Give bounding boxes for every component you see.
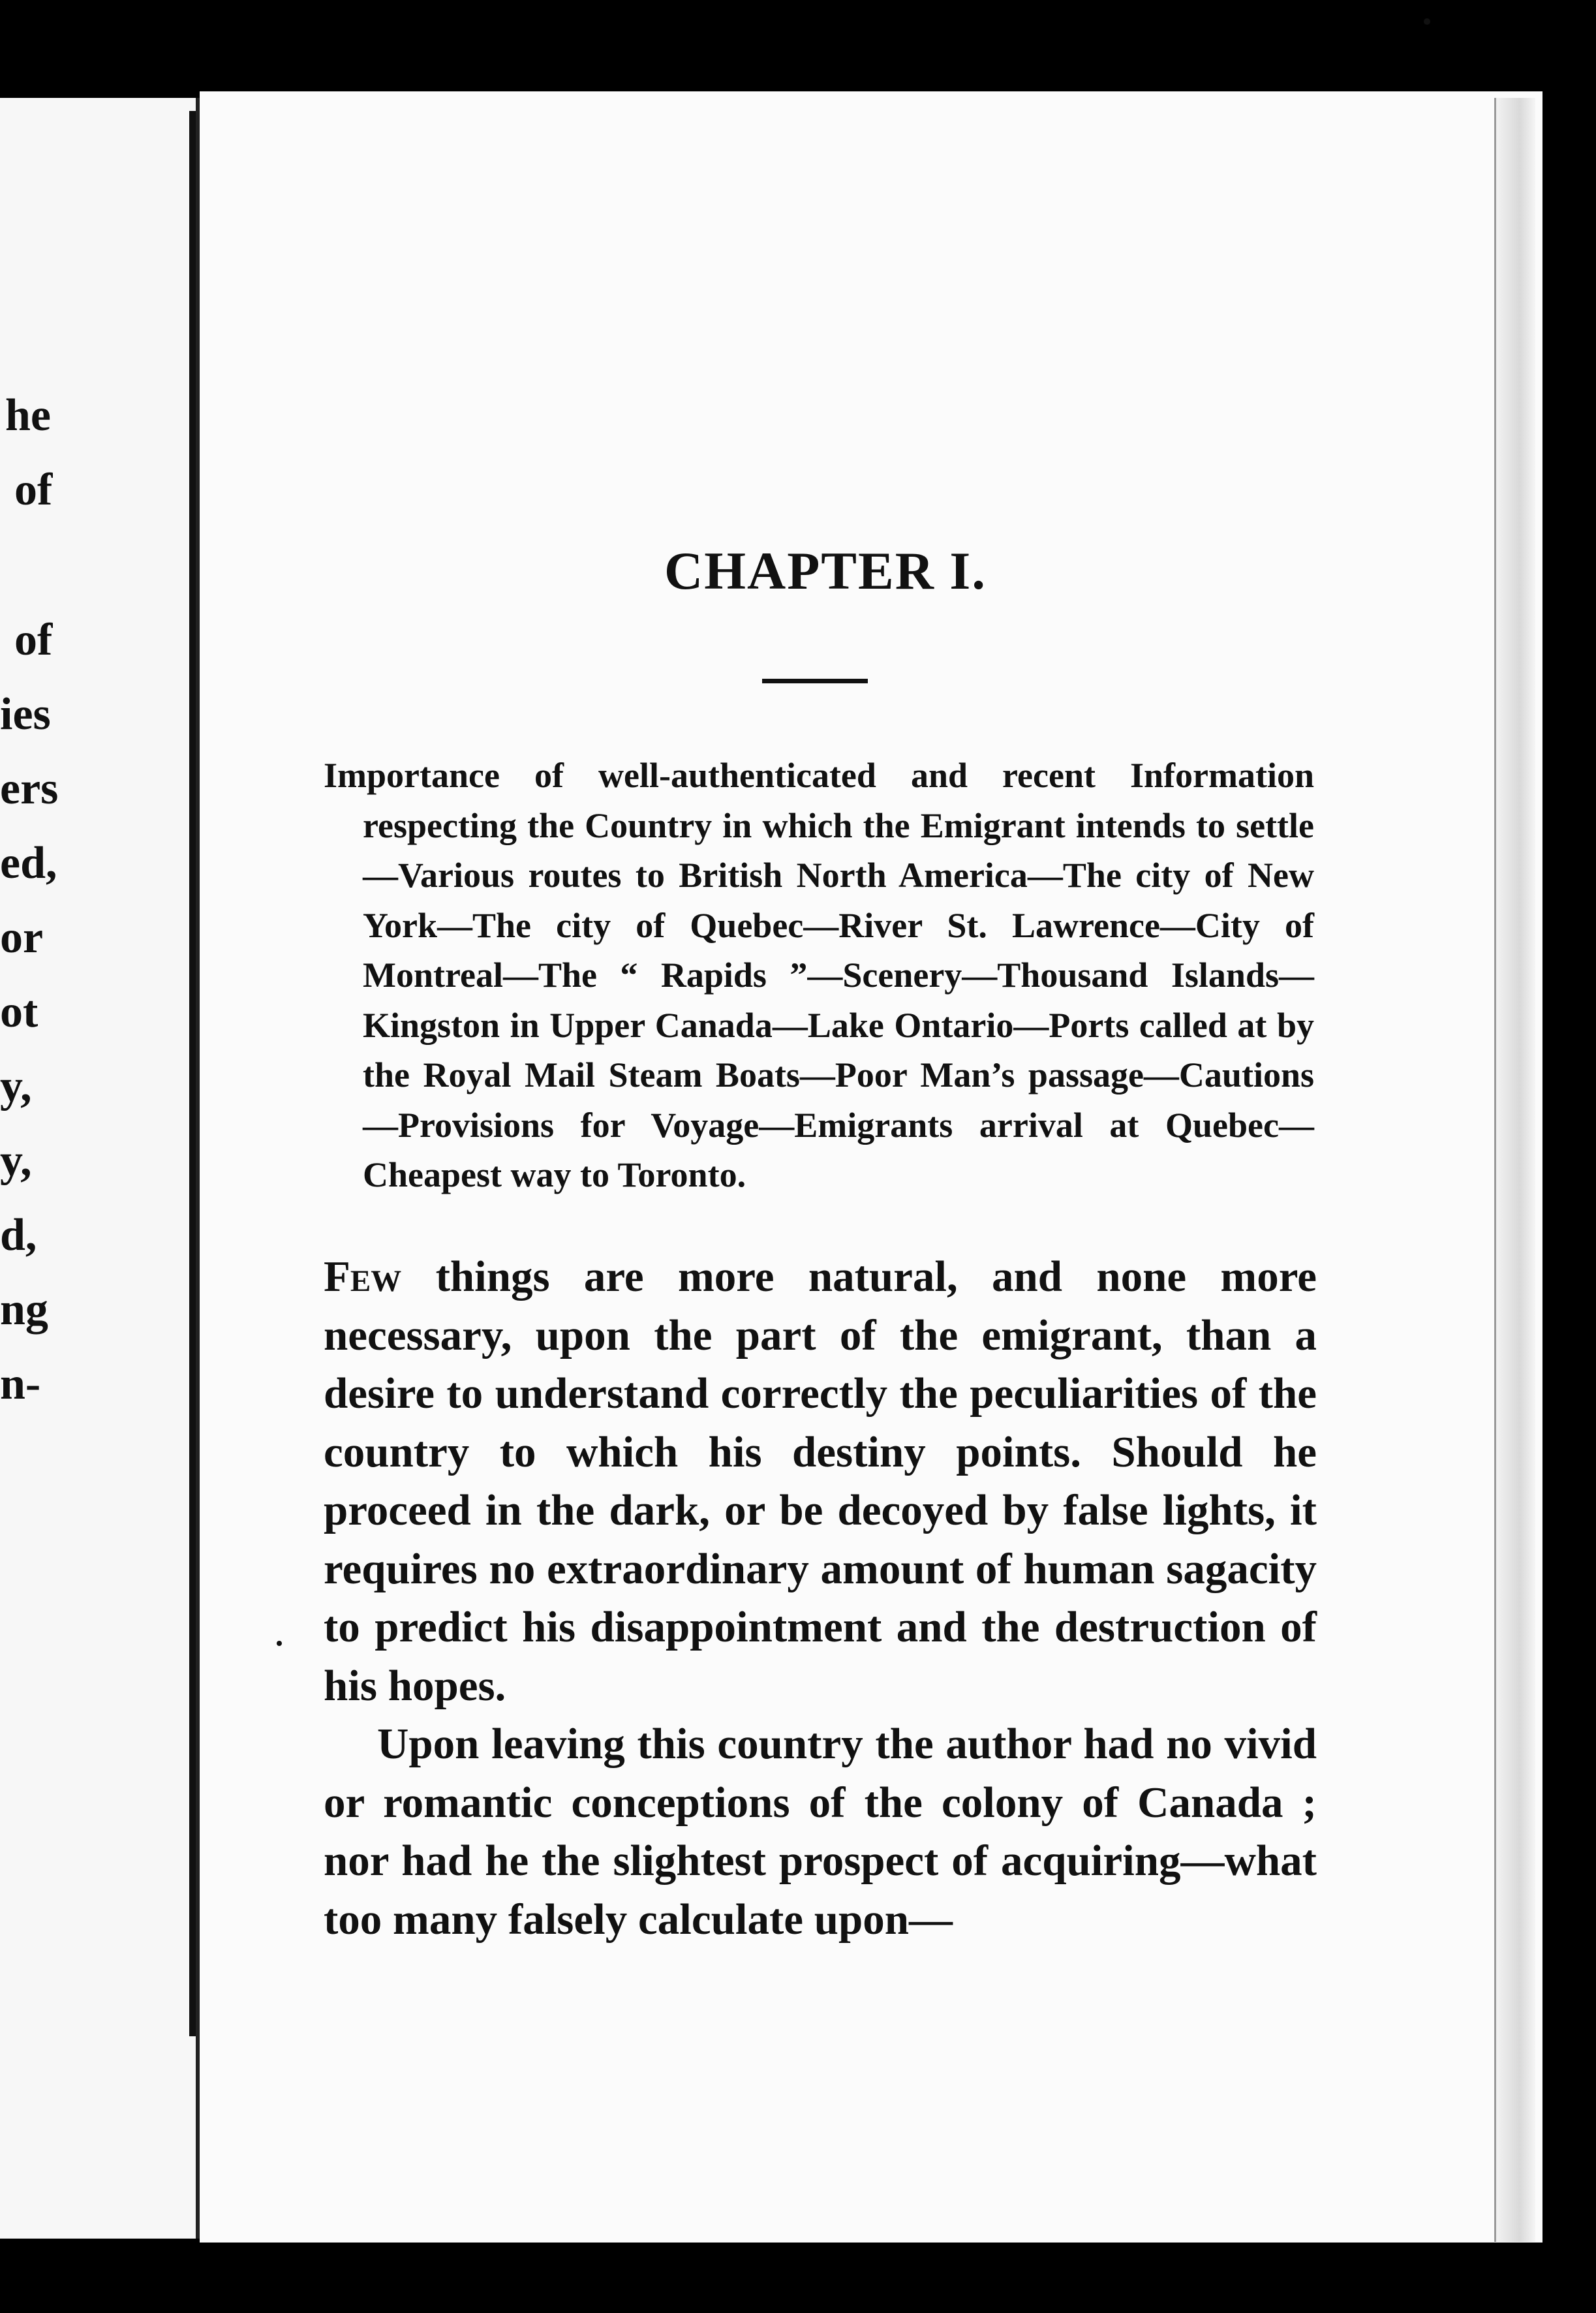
body-text [324,1248,1317,1949]
left-fragment: ed, [0,838,57,888]
left-fragment: n- [0,1359,41,1409]
left-fragment: d, [0,1210,37,1260]
ink-speck [1424,18,1430,25]
left-fragment: ies [0,689,51,739]
title-rule [762,679,868,683]
left-fragment: of [14,615,53,665]
left-fragment: y, [0,1061,32,1111]
left-fragment: ers [0,764,59,814]
left-fragment: he [5,390,51,441]
chapter-summary: Importance of well-authenticated and recent Information respecting the Country in which the Emigrant intends to settle—Various routes to British North America—The city of New York—The city of Quebec—River St. Lawrence—City of Montreal—The “ Rapids ”—Scenery—Thousand Islands—Kingston in Upper Canada—Lake Ontario—Ports called at by the Royal Mail Steam Boats—Poor Man’s passage—Cautions—Provisions for Voyage—Emigrants arrival at Quebec—Cheapest way to Toronto. [324,756,1314,1194]
paragraph-1 [324,1248,1317,1715]
left-fragment: or [0,912,44,963]
page-fore-edge [1494,98,1535,2242]
left-fragment: of [14,465,53,515]
gutter-binding-line [189,111,196,2036]
paragraph-2: Upon leaving this country the author had no vivid or romantic conceptions of the colony of Canada ; nor had he the slightest prospect of acquiring—what too many falsely calculate upon— [324,1720,1317,1944]
left-fragment: ng [0,1284,48,1335]
paragraph-1-text: things are more natural, and none more necessary, upon the part of the emigrant, than a desire to understand correctly the peculiarities of the country to which his destiny points. Should he proceed in the dark, or be decoyed by false lights, it requires no extraordinary amount of human sagacity to predict his disappointment and the destruction of his hopes. [324,1252,1317,1710]
paragraph-1-opening-word: Few [324,1252,402,1301]
ink-speck [277,1641,282,1646]
left-fragment: y, [0,1136,32,1186]
previous-page-edge [0,98,200,2239]
left-fragment: ot [0,987,38,1037]
chapter-title: CHAPTER I. [664,541,987,600]
